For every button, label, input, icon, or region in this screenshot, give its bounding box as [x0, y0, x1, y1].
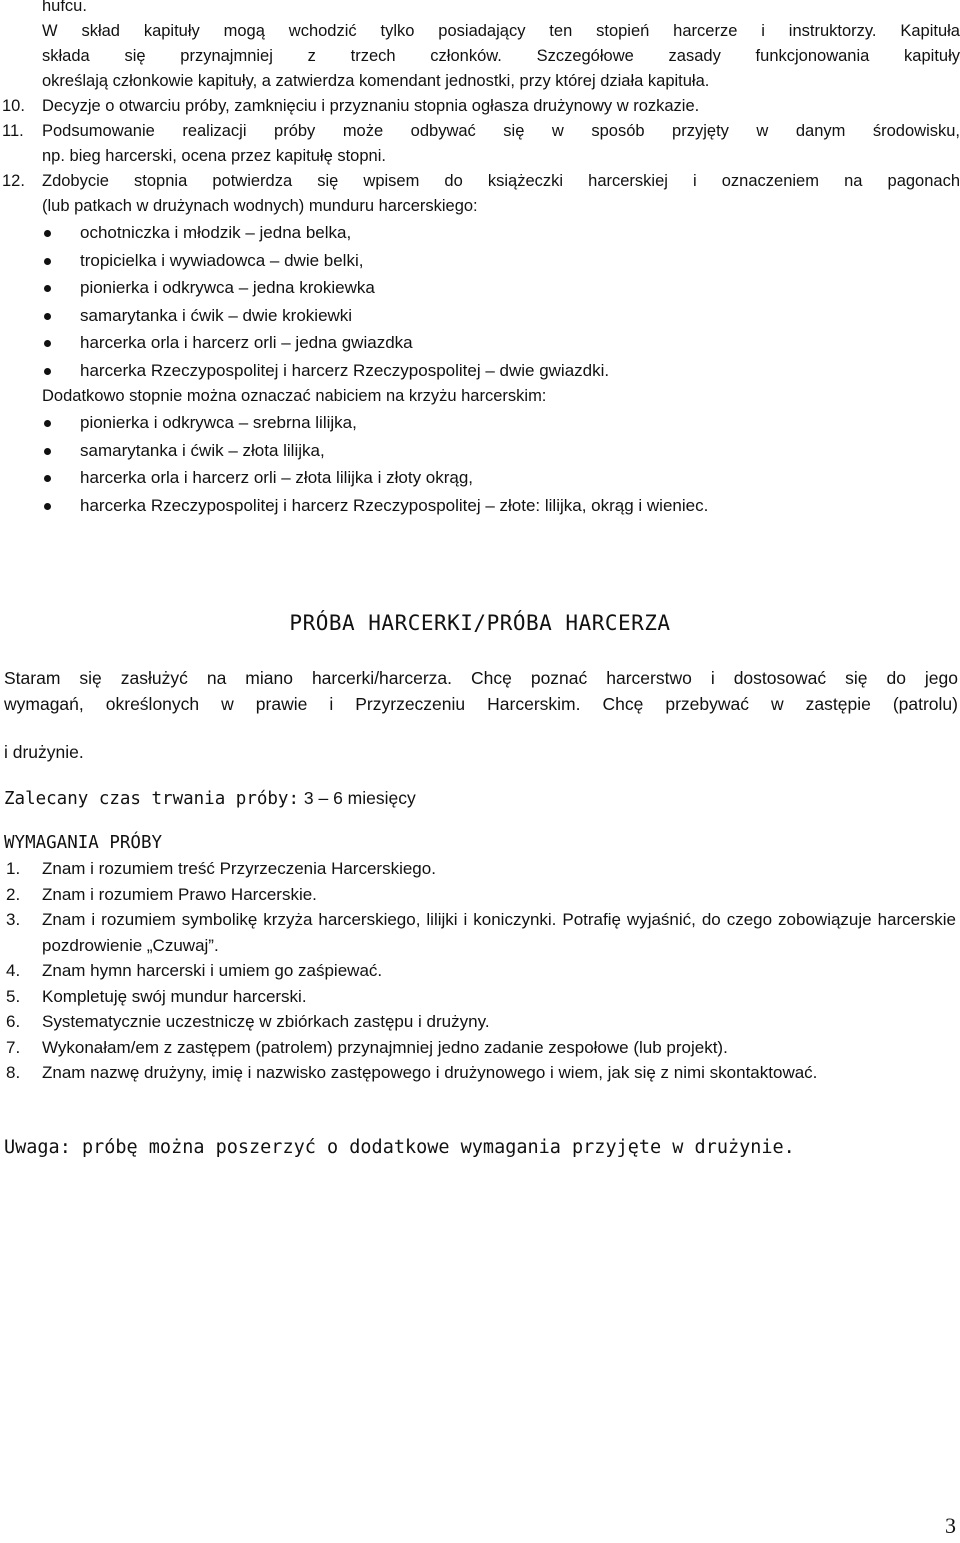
paragraph-line: W skład kapituły mogą wchodzić tylko posiadający ten stopień harcerze i instruktorzy. Kapituła: [42, 22, 960, 40]
fragment-line: hufcu.: [42, 0, 87, 15]
item-number: 1.: [6, 859, 21, 878]
item-text: Znam nazwę drużyny, imię i nazwisko zastępowego i drużynowego i wiem, jak się z nimi skontaktować.: [42, 1063, 818, 1082]
list-item: [0, 1060, 960, 1086]
item-text: Znam i rozumiem symbolikę krzyża harcerskiego, lilijki i koniczynki. Potrafię wyjaśnić, do czego zobowiązuje harcerskie pozdrowienie „Czuwaj”.: [42, 910, 956, 955]
list-item: [0, 958, 960, 984]
item-number: 3.: [6, 910, 21, 929]
rule-item-12: [0, 169, 960, 194]
list-item: harcerka orla i harcerz orli – jedna gwiazdka: [0, 329, 960, 357]
item-number: 12.: [2, 172, 25, 190]
list-item: samarytanka i ćwik – złota lilijka,: [0, 437, 960, 465]
item-text: Kompletuję swój mundur harcerski.: [42, 986, 307, 1006]
item-text: Zdobycie stopnia potwierdza się wpisem do książeczki harcerskiej i oznaczeniem na pagonach: [42, 172, 960, 190]
rule-item-11-cont: np. bieg harcerski, ocena przez kapitułę stopni.: [42, 147, 386, 165]
list-item: harcerka Rzeczypospolitej i harcerz Rzeczypospolitej – dwie gwiazdki.: [0, 357, 960, 385]
list-item: pionierka i odkrywca – jedna krokiewka: [0, 274, 960, 302]
item-text: Decyzje o otwarciu próby, zamknięciu i przyznaniu stopnia ogłasza drużynowy w rozkazie.: [42, 97, 700, 115]
paragraph-line: składa się przynajmniej z trzech członków. Szczegółowe zasady funkcjonowania kapituły: [42, 47, 960, 65]
list-item: samarytanka i ćwik – dwie krokiewki: [0, 302, 960, 330]
item-text: Systematycznie uczestniczę w zbiórkach zastępu i drużyny.: [42, 1012, 490, 1031]
paragraph-line: określają członkowie kapituły, a zatwierdza komendant jednostki, przy której działa kapituła.: [42, 72, 710, 90]
list-item: [0, 984, 960, 1010]
chapter-rules-block: [0, 0, 960, 519]
list-item: ochotniczka i młodzik – jedna belka,: [0, 219, 960, 247]
cross-list: [0, 409, 960, 519]
insignia-list: [0, 219, 960, 384]
item-text: Wykonałam/em z zastępem (patrolem) przynajmniej jedno zadanie zespołowe (lub projekt).: [42, 1037, 728, 1057]
item-number: 6.: [6, 1012, 21, 1031]
duration-line: [4, 788, 416, 809]
cross-intro: Dodatkowo stopnie można oznaczać nabiciem na krzyżu harcerskim:: [42, 387, 547, 405]
item-number: 10.: [2, 97, 25, 115]
list-item: [0, 882, 960, 908]
note: Uwaga: próbę można poszerzyć o dodatkowe wymagania przyjęte w drużynie.: [4, 1137, 795, 1158]
requirements-heading: WYMAGANIA PRÓBY: [4, 833, 163, 853]
rule-item-10: [0, 94, 960, 119]
list-item: harcerka orla i harcerz orli – złota lilijka i złoty okrąg,: [0, 464, 960, 492]
list-item: [0, 856, 960, 882]
item-text: Podsumowanie realizacji próby może odbywać się w sposób przyjęty w danym środowisku,: [42, 122, 960, 140]
requirements-list: [0, 856, 960, 1086]
list-item: [0, 1035, 960, 1061]
list-item: [0, 1009, 960, 1035]
list-item: pionierka i odkrywca – srebrna lilijka,: [0, 409, 960, 437]
item-number: 8.: [6, 1063, 21, 1082]
item-text: Znam hymn harcerski i umiem go zaśpiewać.: [42, 961, 383, 980]
item-number: 7.: [6, 1037, 21, 1057]
duration-value: 3 – 6 miesięcy: [303, 788, 416, 808]
intro-line: wymagań, określonych w prawie i Przyrzeczeniu Harcerskim. Chcę przebywać w zastępie (patrolu): [4, 694, 958, 714]
list-item: harcerka Rzeczypospolitej i harcerz Rzeczypospolitej – złote: lilijka, okrąg i wieniec.: [0, 492, 960, 520]
list-item: tropicielka i wywiadowca – dwie belki,: [0, 247, 960, 275]
item-number: 11.: [2, 122, 24, 140]
duration-label: Zalecany czas trwania próby:: [4, 789, 300, 809]
item-text: Znam i rozumiem treść Przyrzeczenia Harcerskiego.: [42, 859, 436, 878]
item-text: Znam i rozumiem Prawo Harcerskie.: [42, 884, 317, 904]
section-intro: [4, 665, 958, 765]
rule-item-12-cont: (lub patkach w drużynach wodnych) munduru harcerskiego:: [42, 197, 478, 215]
intro-line: Staram się zasłużyć na miano harcerki/harcerza. Chcę poznać harcerstwo i dostosować się do jego: [4, 668, 958, 688]
intro-line: i drużynie.: [4, 742, 84, 762]
item-number: 2.: [6, 884, 21, 904]
item-number: 4.: [6, 961, 21, 980]
section-title: PRÓBA HARCERKI/PRÓBA HARCERZA: [289, 611, 671, 635]
page-number: 3: [945, 1513, 956, 1538]
rule-item-11: [0, 119, 960, 144]
item-number: 5.: [6, 986, 21, 1006]
list-item: [0, 907, 960, 958]
